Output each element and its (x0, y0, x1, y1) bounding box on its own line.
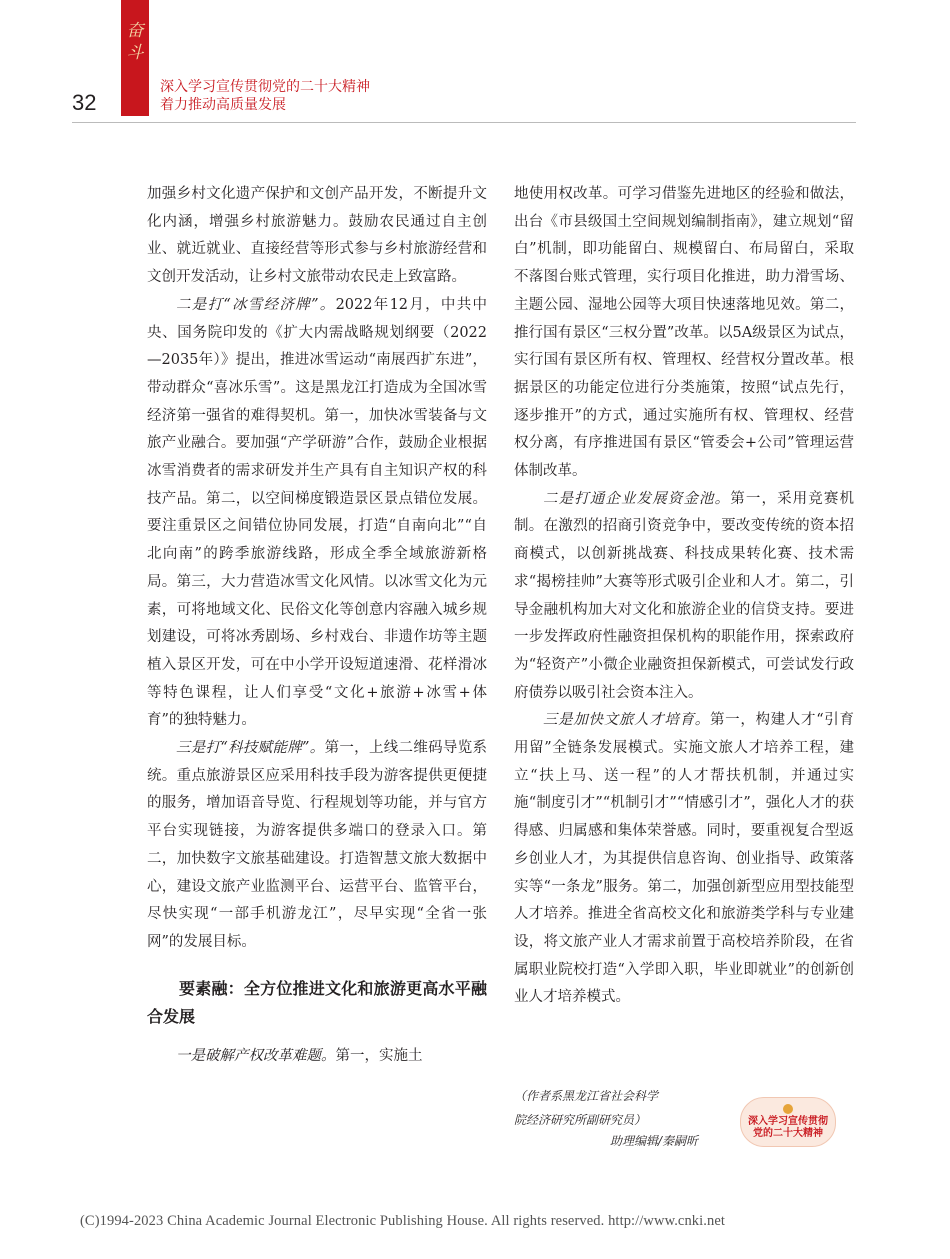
paragraph-lead: 一是破解产权改革难题。 (176, 1047, 336, 1064)
page-number: 32 (72, 90, 97, 115)
paragraph-lead: 三是加快文旅人才培育。 (543, 712, 710, 729)
party-emblem-icon (783, 1104, 793, 1114)
paragraph-lead: 三是打“科技赋能牌”。 (176, 740, 325, 757)
author-byline (514, 1084, 742, 1132)
paragraph-text: 地使用权改革。可学习借鉴先进地区的经验和做法，出台《市县级国土空间规划编制指南》，建立规划“留白”机制，即功能留白、规模留白、布局留白，采取不落图台账式管理，实行项目化推进，助力滑雪场、主题公园、湿地公园等大项目快速落地见效。第二，推行国有景区“三权分置”改革。以5A级景区为试点，实行国有景区所有权、管理权、经营权分置改革。根据景区的功能定位进行分类施策，按照“试点先行，逐步推开”的方式，通过实施所有权、管理权、经营权分离，有序推进国有景区“管委会+公司”管理运营体制改革。 (514, 186, 854, 480)
copyright-footer: (C)1994-2023 China Academic Journal Electronic Publishing House. All rights reserved. http://www.cnki.net (80, 1213, 726, 1229)
campaign-badge (740, 1097, 836, 1147)
magazine-logo: 奋斗 (126, 21, 144, 63)
editor-credit: 助理编辑/秦嗣昕 (610, 1134, 699, 1148)
section-heading: 要素融：全方位推进文化和旅游更高水平融合发展 (147, 978, 487, 1026)
header-divider (72, 122, 856, 123)
paragraph-text: 第一，采用竞赛机制。在激烈的招商引资竞争中，要改变传统的资本招商模式，以创新挑战赛、科技成果转化赛、技术需求“揭榜挂帅”大赛等形式吸引企业和人才。第二，引导金融机构加大对文化和旅游企业的信贷支持。要进一步发挥政府性融资担保机构的职能作用，探索政府为“轻资产”小微企业融资担保新模式，可尝试发行政府债券以吸引社会资本注入。 (514, 490, 855, 701)
badge-line: 党的二十大精神 (753, 1128, 823, 1139)
paragraph-text: 加强乡村文化遗产保护和文创产品开发，不断提升文化内涵，增强乡村旅游魅力。鼓励农民通过自主创业、就近就业、直接经营等形式参与乡村旅游经营和文创开发活动，让乡村文旅带动农民走上致富路。 (147, 186, 487, 286)
paragraph-text: 第一，上线二维码导览系统。重点旅游景区应采用科技手段为游客提供更便捷的服务，增加语音导览、行程规划等功能，并与官方平台实现链接，为游客提供多端口的登录入口。第二，加快数字文旅基础建设。打造智慧文旅大数据中心，建设文旅产业监测平台、运营平台、监管平台，尽快实现“一部手机游龙江”，尽早实现“全省一张网”的发展目标。 (147, 740, 488, 950)
left-column (147, 181, 487, 1070)
paragraph (514, 181, 854, 486)
paragraph-text: 第一，构建人才“引育用留”全链条发展模式。实施文旅人才培养工程，建立“扶上马、送一程”的人才帮扶机制，并通过实施“制度引才”“机制引才”“情感引才”，强化人才的获得感、归属感和集体荣誉感。同时，要重视复合型返乡创业人才，为其提供信息咨询、创业指导、政策落实等“一条龙”服务。第二，加强创新型应用型技能型人才培养。推进全省高校文化和旅游类学科与专业建设，将文旅产业人才需求前置于高校培养阶段，在省属职业院校打造“入学即入职，毕业即就业”的创新创业人才培养模式。 (514, 712, 854, 1006)
byline-line: 院经济研究所副研究员） (514, 1113, 647, 1127)
byline-line: （作者系黑龙江省社会科学 (514, 1089, 659, 1103)
paragraph-lead: 二是打“冰雪经济牌”。 (176, 296, 336, 313)
paragraph (514, 707, 854, 1012)
paragraph-lead: 二是打通企业发展资金池。 (543, 490, 731, 507)
paragraph (147, 181, 487, 292)
column-title-line1: 深入学习宣传贯彻党的二十大精神 (160, 79, 370, 95)
paragraph (147, 735, 487, 957)
paragraph (147, 1043, 487, 1071)
column-title (160, 78, 370, 114)
paragraph-text: 第一，实施土 (335, 1047, 423, 1064)
badge-line: 深入学习宣传贯彻 (748, 1116, 828, 1127)
paragraph (147, 292, 487, 735)
right-column (514, 181, 854, 1012)
paragraph (514, 486, 854, 708)
column-title-line2: 着力推动高质量发展 (160, 97, 286, 113)
paragraph-text: 2022年12月，中共中央、国务院印发的《扩大内需战略规划纲要（2022—2035年）》提出，推进冰雪运动“南展西扩东进”，带动群众“喜冰乐雪”。这是黑龙江打造成为全国冰雪经济第一强省的难得契机。第一，加快冰雪装备与文旅产业融合。要加强“产学研游”合作，鼓励企业根据冰雪消费者的需求研发并生产具有自主知识产权的科技产品。第二，以空间梯度锻造景区景点错位发展。要注重景区之间错位协同发展，打造“自南向北”“自北向南”的跨季旅游线路，形成全季全域旅游新格局。第三，大力营造冰雪文化风情。以冰雪文化为元素，可将地域文化、民俗文化等创意内容融入城乡规划建设，可将冰秀剧场、乡村戏台、非遗作坊等主题植入景区开发，可在中小学开设短道速滑、花样滑冰等特色课程，让人们享受“文化+旅游+冰雪+体育”的独特魅力。 (147, 296, 487, 729)
